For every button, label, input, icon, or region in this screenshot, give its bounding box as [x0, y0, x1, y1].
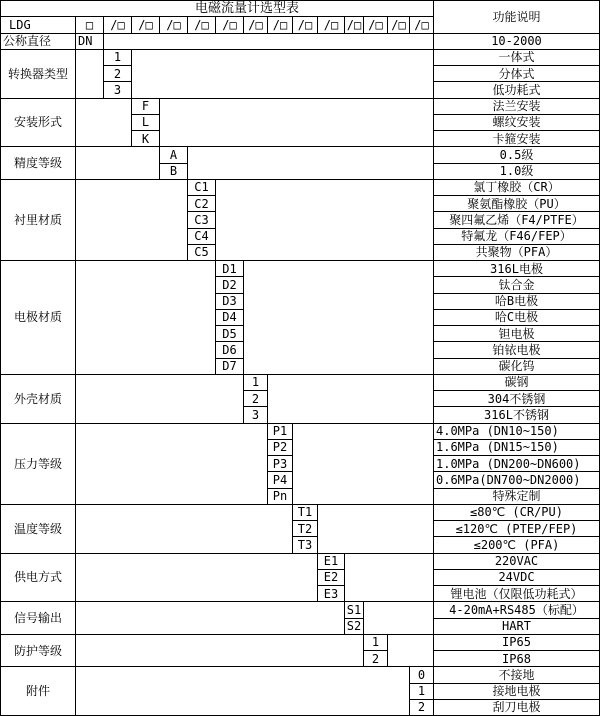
group-right-space [188, 147, 434, 180]
code-cell: 2 [364, 651, 388, 667]
function-cell: 24VDC [434, 570, 600, 586]
function-cell: 共聚物（PFA） [434, 245, 600, 261]
code-cell: E1 [318, 554, 345, 570]
function-cell: 碳钢 [434, 375, 600, 391]
group-left-space [76, 602, 345, 635]
code-cell: C4 [188, 229, 216, 245]
function-cell: 分体式 [434, 66, 600, 82]
model-slot: /□ [388, 17, 410, 33]
code-cell: 3 [244, 407, 268, 423]
code-cell: 1 [410, 684, 434, 700]
function-cell: 0.5级 [434, 147, 600, 163]
code-cell: C3 [188, 212, 216, 228]
group-right-space [216, 180, 434, 261]
code-cell: F [132, 99, 160, 115]
code-cell: 2 [104, 66, 132, 82]
model-prefix: LDG [1, 17, 76, 33]
code-cell: 2 [244, 391, 268, 407]
function-cell: IP68 [434, 651, 600, 667]
function-cell: 1.0MPa (DN200~DN600) [434, 456, 600, 472]
function-cell: ≤80℃ (CR/PU) [434, 505, 600, 521]
function-cell: 220VAC [434, 554, 600, 570]
function-cell: 316L电极 [434, 261, 600, 277]
group-left-space [76, 554, 318, 603]
code-cell: C1 [188, 180, 216, 196]
code-cell: T3 [293, 537, 318, 553]
model-slot: /□ [410, 17, 434, 33]
code-cell: D6 [216, 342, 244, 358]
model-slot: /□ [293, 17, 318, 33]
function-cell: 0.6MPa(DN700~DN2000) [434, 472, 600, 488]
function-cell: 哈B电极 [434, 294, 600, 310]
code-cell: DN [76, 34, 104, 50]
function-cell: 1.6MPa (DN15~150) [434, 440, 600, 456]
group-label: 精度等级 [1, 147, 76, 180]
code-cell: T1 [293, 505, 318, 521]
function-cell: IP65 [434, 635, 600, 651]
code-cell: D3 [216, 294, 244, 310]
function-cell: 聚四氟乙烯（F4/PTFE） [434, 212, 600, 228]
group-left-space [76, 635, 364, 668]
group-left-space [76, 424, 268, 505]
group-label: 压力等级 [1, 424, 76, 505]
group-label: 供电方式 [1, 554, 76, 603]
function-cell: 钽电极 [434, 326, 600, 342]
function-cell: 刮刀电极 [434, 700, 600, 716]
group-label: 信号输出 [1, 602, 76, 635]
group-right-space [318, 505, 434, 554]
code-cell: D4 [216, 310, 244, 326]
code-cell: S1 [345, 602, 364, 618]
function-cell: 聚氨酯橡胶（PU） [434, 196, 600, 212]
group-left-space [76, 99, 132, 148]
group-label: 安装形式 [1, 99, 76, 148]
model-slot: /□ [104, 17, 132, 33]
function-cell: 卡箍安装 [434, 131, 600, 147]
function-cell: 304不锈钢 [434, 391, 600, 407]
function-cell: 4-20mA+RS485（标配） [434, 602, 600, 618]
function-cell: 法兰安装 [434, 99, 600, 115]
function-cell: 10-2000 [434, 34, 600, 50]
code-cell: 0 [410, 667, 434, 683]
group-right-space [345, 554, 434, 603]
function-cell: 钛合金 [434, 277, 600, 293]
function-cell: 316L不锈钢 [434, 407, 600, 423]
code-cell: 1 [104, 50, 132, 66]
code-cell: T2 [293, 521, 318, 537]
code-cell: Pn [268, 489, 293, 505]
code-cell: C5 [188, 245, 216, 261]
model-slot: /□ [345, 17, 364, 33]
code-cell: 3 [104, 82, 132, 98]
code-cell: P2 [268, 440, 293, 456]
model-slot: /□ [268, 17, 293, 33]
code-cell: B [160, 164, 188, 180]
function-cell: 哈C电极 [434, 310, 600, 326]
code-cell: C2 [188, 196, 216, 212]
function-cell: 一体式 [434, 50, 600, 66]
group-right-space [293, 424, 434, 505]
function-cell: 接地电极 [434, 684, 600, 700]
code-cell: P3 [268, 456, 293, 472]
function-cell: 1.0级 [434, 164, 600, 180]
code-cell: P1 [268, 424, 293, 440]
code-cell: D5 [216, 326, 244, 342]
group-label: 衬里材质 [1, 180, 76, 261]
code-cell: 2 [410, 700, 434, 716]
group-label: 电极材质 [1, 261, 76, 375]
group-label: 公称直径 [1, 34, 76, 50]
function-column-header: 功能说明 [434, 1, 600, 34]
model-slot: /□ [160, 17, 188, 33]
function-cell: 铂铱电极 [434, 342, 600, 358]
group-right-space [132, 50, 434, 99]
group-right-space [364, 602, 434, 635]
model-slot: /□ [216, 17, 244, 33]
code-cell: P4 [268, 472, 293, 488]
model-slot: /□ [318, 17, 345, 33]
model-base-box: □ [76, 17, 104, 33]
group-left-space [76, 261, 216, 375]
group-right-space [244, 261, 434, 375]
code-cell: E2 [318, 570, 345, 586]
code-cell: 1 [244, 375, 268, 391]
group-label: 外壳材质 [1, 375, 76, 424]
function-cell: HART [434, 619, 600, 635]
group-label: 温度等级 [1, 505, 76, 554]
function-cell: 低功耗式 [434, 82, 600, 98]
function-cell: 螺纹安装 [434, 115, 600, 131]
function-cell: 锂电池（仅限低功耗式） [434, 586, 600, 602]
code-cell: D2 [216, 277, 244, 293]
group-right-space [268, 375, 434, 424]
model-slot: /□ [364, 17, 388, 33]
group-right-space [388, 635, 434, 668]
group-right-space [160, 99, 434, 148]
code-cell: S2 [345, 619, 364, 635]
model-slot: /□ [132, 17, 160, 33]
group-left-space [76, 180, 188, 261]
model-slot: /□ [188, 17, 216, 33]
function-cell: 4.0MPa (DN10~150) [434, 424, 600, 440]
group-left-space [76, 50, 104, 99]
group-left-space [76, 147, 160, 180]
code-cell: D7 [216, 359, 244, 375]
group-left-space [76, 375, 244, 424]
group-label: 转换器类型 [1, 50, 76, 99]
table-title: 电磁流量计选型表 [1, 1, 434, 17]
group-left-space [76, 505, 293, 554]
code-cell: A [160, 147, 188, 163]
function-cell: 氯丁橡胶（CR） [434, 180, 600, 196]
function-cell: 碳化钨 [434, 359, 600, 375]
model-slot: /□ [244, 17, 268, 33]
group-label: 防护等级 [1, 635, 76, 668]
code-cell: 1 [364, 635, 388, 651]
group-right-space [104, 34, 434, 50]
code-cell: D1 [216, 261, 244, 277]
function-cell: 特殊定制 [434, 489, 600, 505]
group-label: 附件 [1, 667, 76, 716]
group-left-space [76, 667, 410, 716]
code-cell: E3 [318, 586, 345, 602]
function-cell: 特氟龙（F46/FEP） [434, 229, 600, 245]
code-cell: L [132, 115, 160, 131]
code-cell: K [132, 131, 160, 147]
function-cell: ≤200℃ (PFA) [434, 537, 600, 553]
function-cell: ≤120℃ (PTEP/FEP) [434, 521, 600, 537]
function-cell: 不接地 [434, 667, 600, 683]
